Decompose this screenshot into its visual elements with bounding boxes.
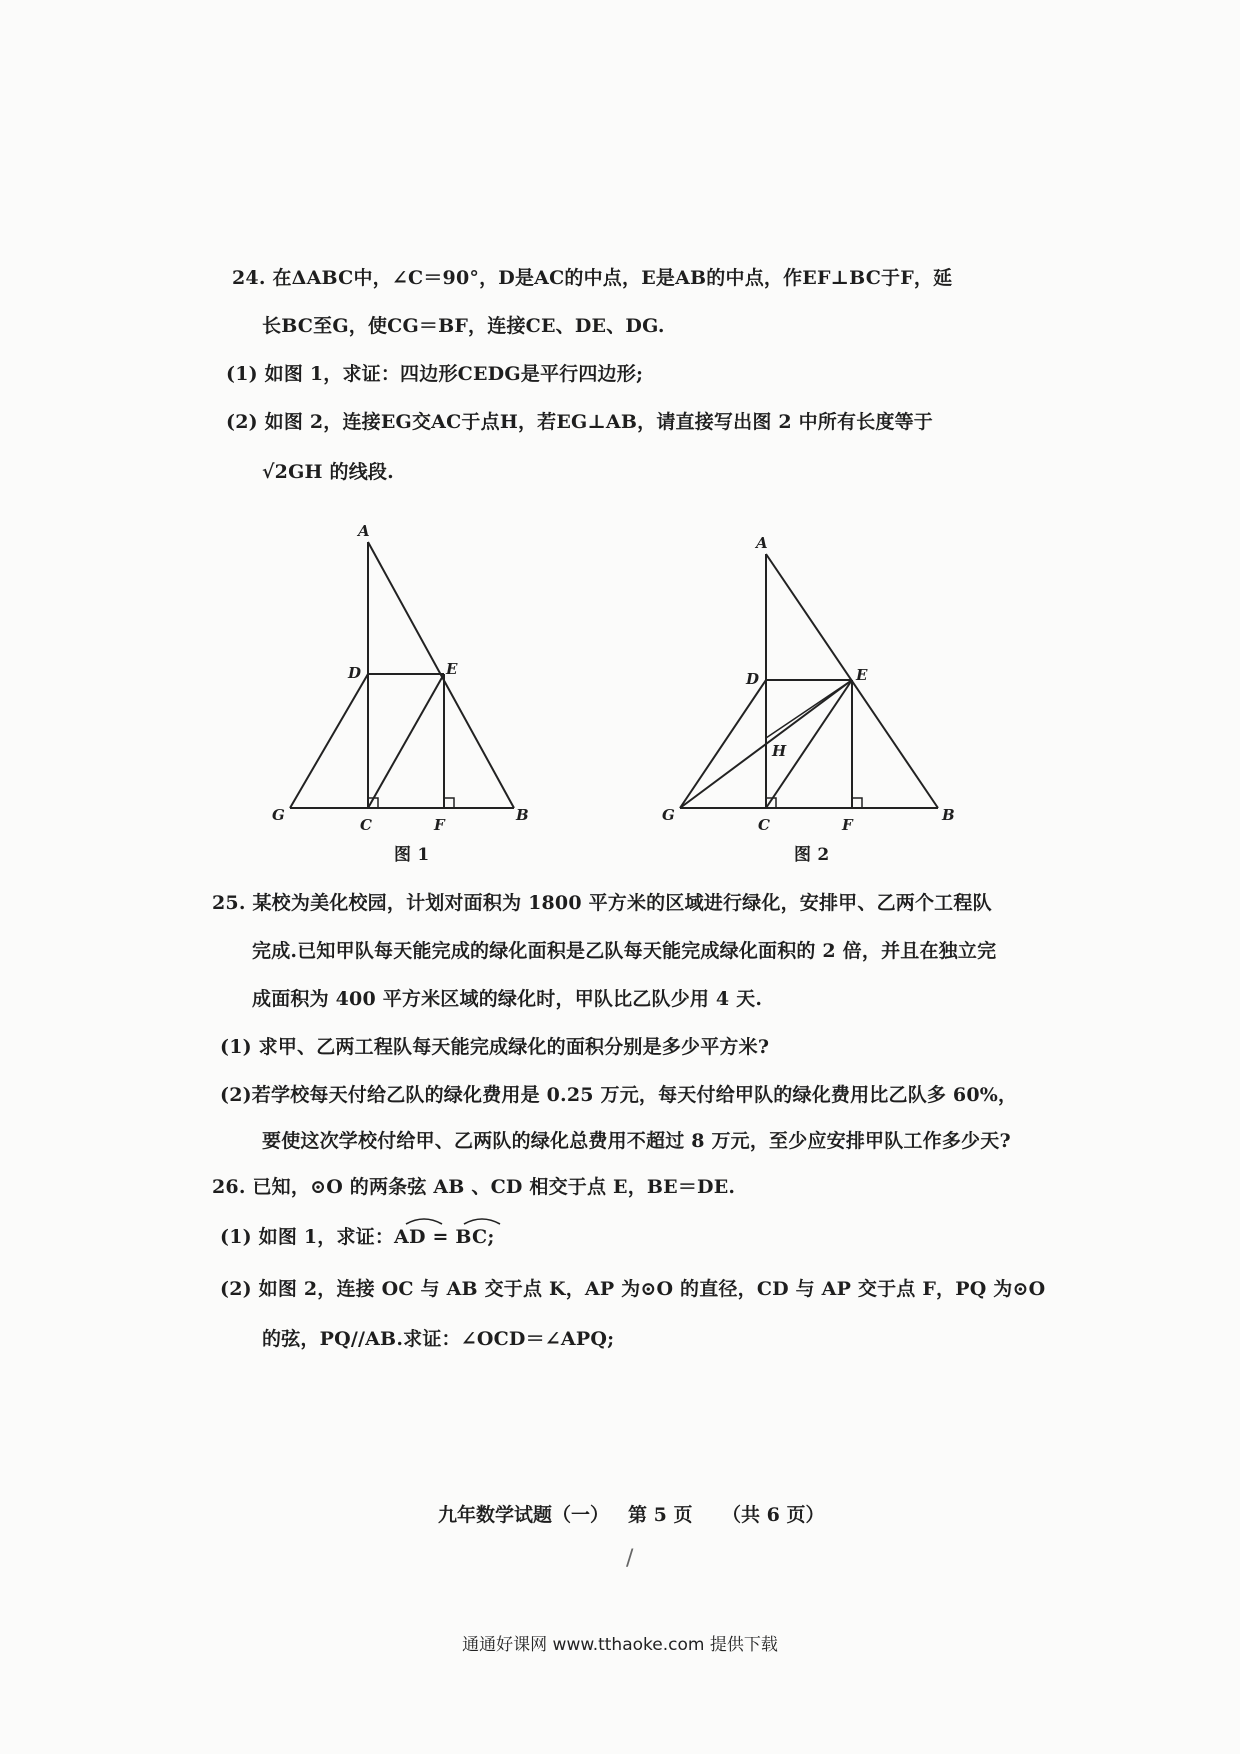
fig2-label-h: H (772, 742, 787, 760)
fig2-label-c: C (758, 816, 771, 834)
fig1-label-b: B (516, 806, 529, 824)
fig1-label-d: D (348, 664, 362, 682)
q24-part2b: √2GH 的线段. (262, 461, 394, 483)
q26-part2a: (2) 如图 2，连接 OC 与 AB 交于点 K，AP 为⊙O 的直径，CD 与 AP 交于点 F，PQ 为⊙O (220, 1278, 1046, 1300)
fig2-label-g: G (662, 806, 676, 824)
download-watermark: 通通好课网 www.tthaoke.com 提供下载 (462, 1635, 778, 1655)
fig1-label-f: F (434, 816, 445, 834)
q26-line1: 26. 已知，⊙O 的两条弦 AB 、CD 相交于点 E，BE＝DE. (212, 1176, 736, 1198)
fig1-caption: 图 1 (394, 845, 430, 865)
fig2-caption: 图 2 (794, 845, 830, 865)
q24-line2: 长BC至G，使CG＝BF，连接CE、DE、DG. (262, 315, 665, 337)
fig2-label-f: F (842, 816, 853, 834)
q24-line1: 24. 在ΔABC中，∠C＝90°，D是AC的中点，E是AB的中点，作EF⊥BC于F，延 (232, 267, 953, 289)
q24-part2: (2) 如图 2，连接EG交AC于点H，若EG⊥AB，请直接写出图 2 中所有长度等于 (226, 411, 933, 433)
arc-bc-mark (464, 1219, 500, 1224)
q25-line1: 25. 某校为美化校园，计划对面积为 1800 平方米的区域进行绿化，安排甲、乙两个工程队 (212, 892, 992, 914)
q25-part2a: (2)若学校每天付给乙队的绿化费用是 0.25 万元，每天付给甲队的绿化费用比乙队多 60%， (220, 1084, 1018, 1106)
fig2-label-d: D (746, 670, 760, 688)
scan-smudge: / (626, 1546, 634, 1571)
fig1-label-g: G (272, 806, 286, 824)
q25-part1: (1) 求甲、乙两工程队每天能完成绿化的面积分别是多少平方米? (220, 1036, 770, 1058)
footer-page: 第 5 页 (628, 1504, 693, 1526)
fig2-label-e: E (856, 666, 868, 684)
fig1-label-c: C (360, 816, 373, 834)
footer-title: 九年数学试题（一） (438, 1504, 610, 1526)
arc-ad-mark (406, 1219, 442, 1224)
q26-part1: (1) 如图 1，求证：AD = BC; (220, 1226, 495, 1248)
q25-part2b: 要使这次学校付给甲、乙两队的绿化总费用不超过 8 万元，至少应安排甲队工作多少天? (262, 1130, 1011, 1152)
fig2-label-a: A (756, 534, 768, 552)
fig1-label-a: A (358, 522, 370, 540)
q24-part1: (1) 如图 1，求证：四边形CEDG是平行四边形; (226, 363, 644, 385)
fig1-label-e: E (446, 660, 458, 678)
footer-total: （共 6 页） (722, 1504, 825, 1526)
q25-line2: 完成.已知甲队每天能完成的绿化面积是乙队每天能完成绿化面积的 2 倍，并且在独立完 (252, 940, 997, 962)
q25-line3: 成面积为 400 平方米区域的绿化时，甲队比乙队少用 4 天. (252, 988, 763, 1010)
fig2-label-b: B (942, 806, 955, 824)
q26-part2b: 的弦，PQ//AB.求证：∠OCD＝∠APQ; (262, 1328, 615, 1350)
